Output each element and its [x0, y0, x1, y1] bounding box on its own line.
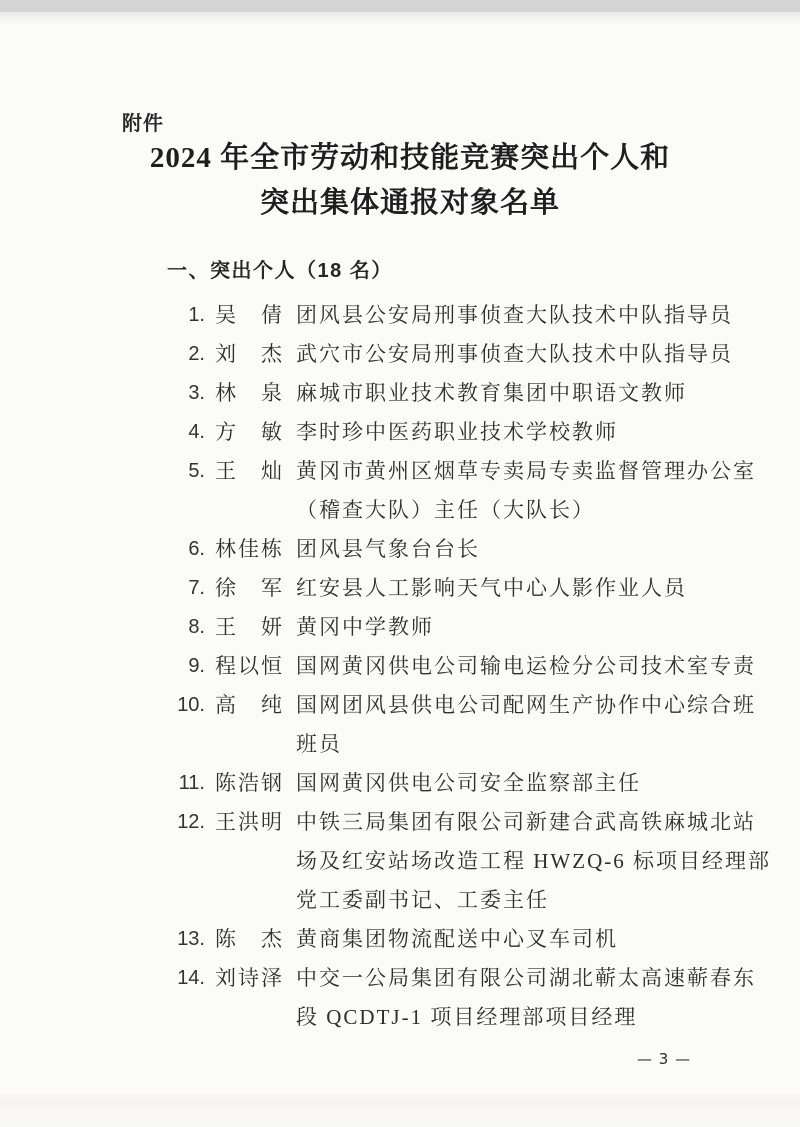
person-name: 林佳栋	[215, 537, 284, 561]
item-number: 14.	[177, 967, 205, 989]
person-name: 陈浩钢	[215, 771, 284, 795]
document-title	[20, 136, 800, 226]
list-item	[160, 686, 776, 764]
item-number: 10.	[177, 694, 205, 716]
role-line: 国网黄冈供电公司安全监察部主任	[296, 771, 641, 795]
role-line: 武穴市公安局刑事侦查大队技术中队指导员	[296, 342, 733, 366]
person-role	[296, 296, 776, 335]
list-item	[160, 803, 776, 920]
role-line: 中交一公局集团有限公司湖北蕲太高速蕲春东	[296, 966, 756, 990]
person-name: 程以恒	[215, 654, 284, 678]
person-role	[296, 569, 776, 608]
title-line-2: 突出集体通报对象名单	[259, 187, 560, 219]
list-item	[160, 920, 776, 959]
list-item	[160, 452, 776, 530]
person-name: 王洪明	[215, 810, 284, 834]
role-line: 中铁三局集团有限公司新建合武高铁麻城北站	[296, 810, 756, 834]
role-line: 场及红安站场改造工程 HWZQ-6 标项目经理部	[296, 849, 771, 873]
role-line: 黄冈市黄州区烟草专卖局专卖监督管理办公室	[296, 459, 756, 483]
list-item	[160, 569, 776, 608]
role-line: （稽查大队）主任（大队长）	[296, 498, 595, 522]
scan-top-edge	[0, 0, 800, 12]
attachment-label: 附件	[122, 113, 164, 135]
title-line-1: 2024 年全市劳动和技能竞赛突出个人和	[149, 142, 671, 174]
list-item	[160, 374, 776, 413]
list-item	[160, 296, 776, 335]
role-line: 黄冈中学教师	[296, 615, 434, 639]
item-number: 8.	[188, 616, 205, 638]
list-item	[160, 335, 776, 374]
role-line: 国网团风县供电公司配网生产协作中心综合班	[296, 693, 756, 717]
person-role	[296, 686, 776, 764]
person-name: 陈 杰	[215, 927, 284, 951]
scan-bottom-fade	[0, 1111, 800, 1127]
role-line: 国网黄冈供电公司输电运检分公司技术室专责	[296, 654, 756, 678]
role-line: 团风县公安局刑事侦查大队技术中队指导员	[296, 303, 733, 327]
person-role	[296, 374, 776, 413]
role-line: 党工委副书记、工委主任	[296, 888, 549, 912]
person-name: 徐 军	[215, 576, 284, 600]
person-name: 高 纯	[215, 693, 284, 717]
person-name: 林 泉	[215, 381, 284, 405]
item-number: 5.	[188, 460, 205, 482]
person-role	[296, 959, 776, 1037]
item-number: 2.	[188, 343, 205, 365]
role-line: 李时珍中医药职业技术学校教师	[296, 420, 618, 444]
person-name: 王 灿	[215, 459, 284, 483]
list-item	[160, 959, 776, 1037]
role-line: 段 QCDTJ-1 项目经理部项目经理	[296, 1005, 638, 1029]
person-role	[296, 335, 776, 374]
role-line: 团风县气象台台长	[296, 537, 480, 561]
person-name: 刘 杰	[215, 342, 284, 366]
page-number: — 3 —	[637, 1050, 692, 1068]
item-number: 9.	[188, 655, 205, 677]
scan-bottom-band	[0, 1093, 800, 1111]
list-item	[160, 608, 776, 647]
list-item	[160, 413, 776, 452]
role-line: 红安县人工影响天气中心人影作业人员	[296, 576, 687, 600]
person-name: 刘诗泽	[215, 966, 284, 990]
person-name: 吴 倩	[215, 303, 284, 327]
item-number: 6.	[188, 538, 205, 560]
item-number: 7.	[188, 577, 205, 599]
item-number: 3.	[188, 382, 205, 404]
role-line: 麻城市职业技术教育集团中职语文教师	[296, 381, 687, 405]
section-heading: 一、突出个人（18 名）	[167, 260, 393, 282]
item-number: 13.	[177, 928, 205, 950]
role-line: 班员	[296, 732, 342, 756]
item-number: 12.	[177, 811, 205, 833]
list-item	[160, 764, 776, 803]
person-list	[160, 296, 776, 1037]
role-line: 黄商集团物流配送中心叉车司机	[296, 927, 618, 951]
list-item	[160, 647, 776, 686]
person-name: 方 敏	[215, 420, 284, 444]
person-name: 王 妍	[215, 615, 284, 639]
item-number: 4.	[188, 421, 205, 443]
person-role	[296, 530, 776, 569]
person-role	[296, 413, 776, 452]
item-number: 11.	[178, 772, 205, 794]
scan-top-fade	[0, 12, 800, 26]
person-role	[296, 803, 776, 920]
person-role	[296, 452, 776, 530]
person-role	[296, 608, 776, 647]
person-role	[296, 647, 776, 686]
person-role	[296, 764, 776, 803]
list-item	[160, 530, 776, 569]
item-number: 1.	[188, 304, 205, 326]
person-role	[296, 920, 776, 959]
